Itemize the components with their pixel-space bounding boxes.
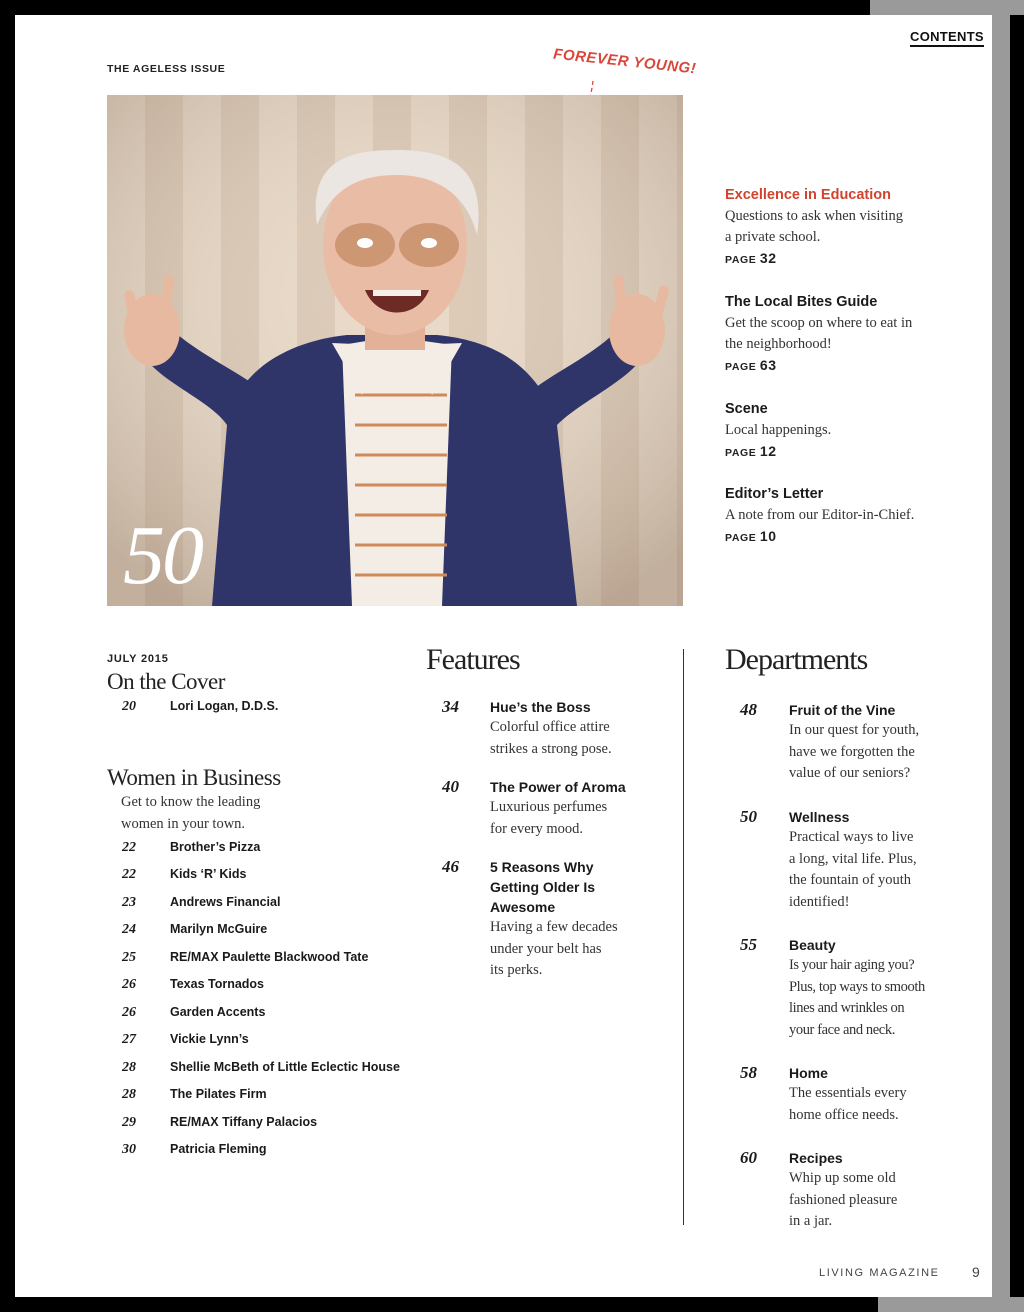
feature-item <box>490 697 680 760</box>
page-label: PAGE <box>725 254 757 266</box>
page-label: PAGE <box>725 447 757 459</box>
highlight-desc: Local happenings. <box>725 422 832 438</box>
department-desc: Is your hair aging you? <box>789 957 915 973</box>
highlight-education <box>725 187 985 266</box>
issue-date: JULY 2015 <box>107 653 169 665</box>
item-title: Patricia Fleming <box>170 1142 267 1156</box>
feature-title: The Power of Aroma <box>490 779 626 795</box>
department-item <box>789 807 979 913</box>
item-title: Shellie McBeth of Little Eclectic House <box>170 1060 400 1074</box>
highlight-title: Editor’s Letter <box>725 486 824 502</box>
item-page: 26 <box>122 977 136 992</box>
page-shadow-right <box>992 15 1010 1297</box>
feature-title: Awesome <box>490 899 556 915</box>
item-title: Andrews Financial <box>170 895 281 909</box>
highlight-desc: Get the scoop on where to eat in <box>725 315 913 331</box>
item-title: Lori Logan, D.D.S. <box>170 699 279 713</box>
feature-page: 34 <box>442 697 459 716</box>
on-cover-heading: On the Cover <box>107 669 225 694</box>
magazine-page <box>15 15 992 1297</box>
department-desc: Practical ways to live <box>789 829 914 845</box>
page-shadow-top <box>870 0 1024 15</box>
feature-desc: under your belt has <box>490 940 602 957</box>
feature-page: 46 <box>442 857 459 876</box>
department-title: Beauty <box>789 937 836 953</box>
cover-page-number: 50 <box>123 509 201 602</box>
department-item <box>789 1148 979 1233</box>
item-page: 26 <box>122 1005 136 1020</box>
feature-title: Hue’s the Boss <box>490 699 591 715</box>
page-label: PAGE <box>725 361 757 373</box>
issue-title: THE AGELESS ISSUE <box>107 63 226 75</box>
highlight-desc: the neighborhood! <box>725 336 832 352</box>
highlight-editors-letter <box>725 486 985 544</box>
department-desc: In our quest for youth, <box>789 722 920 738</box>
feature-desc: Having a few decades <box>490 919 618 935</box>
department-desc: Whip up some old <box>789 1170 896 1186</box>
department-desc: home office needs. <box>789 1106 899 1123</box>
item-page: 28 <box>122 1087 136 1102</box>
highlight-desc: a private school. <box>725 229 821 245</box>
item-page: 29 <box>122 1115 136 1130</box>
department-desc: value of our seniors? <box>789 765 911 781</box>
department-desc: a long, vital life. Plus, <box>789 850 917 867</box>
page-shadow-bottom <box>878 1297 1024 1312</box>
item-title: Brother’s Pizza <box>170 840 261 854</box>
department-desc: the fountain of youth <box>789 872 912 888</box>
page-label: PAGE <box>725 532 757 544</box>
item-title: Vickie Lynn’s <box>170 1032 249 1046</box>
highlight-scene <box>725 401 985 459</box>
department-desc: Plus, top ways to smooth <box>789 978 925 995</box>
item-page: 28 <box>122 1060 136 1075</box>
women-desc: Get to know the leading <box>121 794 261 810</box>
page-number: 9 <box>972 1264 980 1280</box>
department-item <box>789 935 979 1041</box>
women-desc: women in your town. <box>121 816 246 832</box>
page-number: 12 <box>759 443 777 459</box>
department-desc: fashioned pleasure <box>789 1191 898 1208</box>
features-heading: Features <box>426 643 520 676</box>
magazine-name: LIVING MAGAZINE <box>819 1267 940 1279</box>
item-page: 24 <box>122 922 136 937</box>
page-number: 10 <box>759 528 777 544</box>
department-desc: lines and wrinkles on <box>789 1000 905 1016</box>
department-title: Fruit of the Vine <box>789 702 896 718</box>
highlight-desc: Questions to ask when visiting <box>725 208 904 224</box>
women-in-business-heading: Women in Business <box>107 765 281 790</box>
feature-desc: its perks. <box>490 962 543 978</box>
department-desc: The essentials every <box>789 1085 907 1101</box>
photo-annotation: FOREVER YOUNG! <box>552 45 697 78</box>
feature-desc: Colorful office attire <box>490 719 610 735</box>
page-number: 32 <box>759 250 777 266</box>
item-title: Kids ‘R’ Kids <box>170 867 247 881</box>
feature-page: 40 <box>442 777 459 796</box>
highlight-title: Scene <box>725 401 768 417</box>
item-page: 27 <box>122 1032 136 1047</box>
department-page: 60 <box>740 1148 757 1167</box>
department-title: Wellness <box>789 809 850 825</box>
item-page: 20 <box>122 699 136 714</box>
item-title: Marilyn McGuire <box>170 922 268 936</box>
departments-heading: Departments <box>725 643 868 676</box>
department-item <box>789 700 979 785</box>
department-item <box>789 1063 979 1126</box>
feature-desc: Luxurious perfumes <box>490 799 608 815</box>
feature-desc: strikes a strong pose. <box>490 740 612 757</box>
highlight-local-bites <box>725 294 985 373</box>
column-divider <box>683 649 684 1225</box>
highlight-title: The Local Bites Guide <box>725 294 878 310</box>
department-page: 58 <box>740 1063 757 1082</box>
department-desc: your face and neck. <box>789 1021 895 1038</box>
item-title: Texas Tornados <box>170 977 265 991</box>
feature-title: 5 Reasons Why <box>490 859 594 875</box>
department-page: 50 <box>740 807 757 826</box>
feature-title: Getting Older Is <box>490 879 596 895</box>
item-title: RE/MAX Tiffany Palacios <box>170 1115 318 1129</box>
item-title: RE/MAX Paulette Blackwood Tate <box>170 950 369 964</box>
item-page: 25 <box>122 950 136 965</box>
department-title: Home <box>789 1065 828 1081</box>
feature-item <box>490 857 680 982</box>
item-page: 23 <box>122 895 136 910</box>
page-number: 63 <box>759 357 777 373</box>
feature-desc: for every mood. <box>490 820 584 837</box>
section-label: CONTENTS <box>910 29 984 47</box>
item-page: 22 <box>122 840 136 855</box>
item-page: 30 <box>122 1142 136 1157</box>
item-title: Garden Accents <box>170 1005 266 1019</box>
item-page: 22 <box>122 867 136 882</box>
department-page: 48 <box>740 700 757 719</box>
department-desc: have we forgotten the <box>789 743 915 760</box>
highlight-title: Excellence in Education <box>725 187 891 203</box>
department-desc: in a jar. <box>789 1213 833 1229</box>
highlight-desc: A note from our Editor-in-Chief. <box>725 507 915 523</box>
department-title: Recipes <box>789 1150 843 1166</box>
feature-item <box>490 777 680 840</box>
department-desc: identified! <box>789 893 850 910</box>
department-page: 55 <box>740 935 757 954</box>
item-title: The Pilates Firm <box>170 1087 267 1101</box>
